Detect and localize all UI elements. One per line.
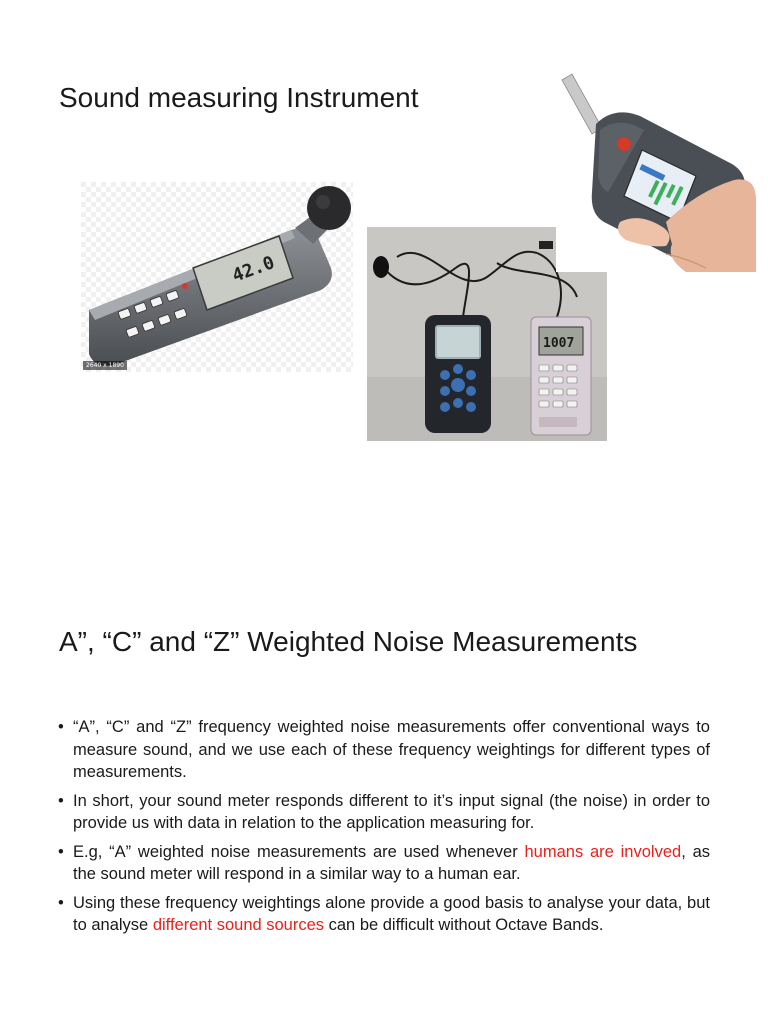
hand-held-meter-illustration: [556, 72, 756, 272]
bullet-text: can be difficult without Octave Bands.: [324, 916, 604, 934]
bullet-item: [58, 716, 710, 784]
highlighted-text: different sound sources: [152, 916, 325, 934]
slide-title: Sound measuring Instrument: [59, 82, 419, 113]
meter-display-value: 42.0: [229, 252, 278, 287]
meter-display-value: 1007: [543, 336, 575, 351]
bullet-text: Using these frequency weightings alone provide a good basis to analyse your data, but to analyse: [73, 893, 710, 934]
bullet-item: [58, 892, 710, 937]
bullet-item: [58, 790, 710, 835]
highlighted-text: humans are involved: [524, 842, 682, 861]
bullet-text: “A”, “C” and “Z” frequency weighted noise measurements offer conventional ways to measure sound, and we use each of these frequency weightings for different types of measurements.: [73, 718, 710, 781]
bullet-list: [58, 716, 710, 943]
bullet-text: E.g, “A” weighted noise measurements are used whenever: [73, 842, 525, 861]
hand-holding-sound-meter-photo: [556, 72, 756, 272]
slide-weighted-noise-measurements: [0, 580, 768, 1024]
slide-title: A”, “C” and “Z” Weighted Noise Measurements: [59, 626, 638, 657]
bullet-text: , as the sound meter will respond in a similar way to a human ear.: [73, 842, 710, 883]
bullet-text: In short, your sound meter responds different to it’s input signal (the noise) in order to provide us with data in relation to the application measuring for.: [73, 791, 710, 832]
sound-level-meter-illustration: [81, 182, 353, 372]
bullet-item: [58, 841, 710, 886]
sound-level-meter-photo: [81, 182, 353, 372]
image-size-caption: 2640 x 1890: [83, 361, 127, 370]
